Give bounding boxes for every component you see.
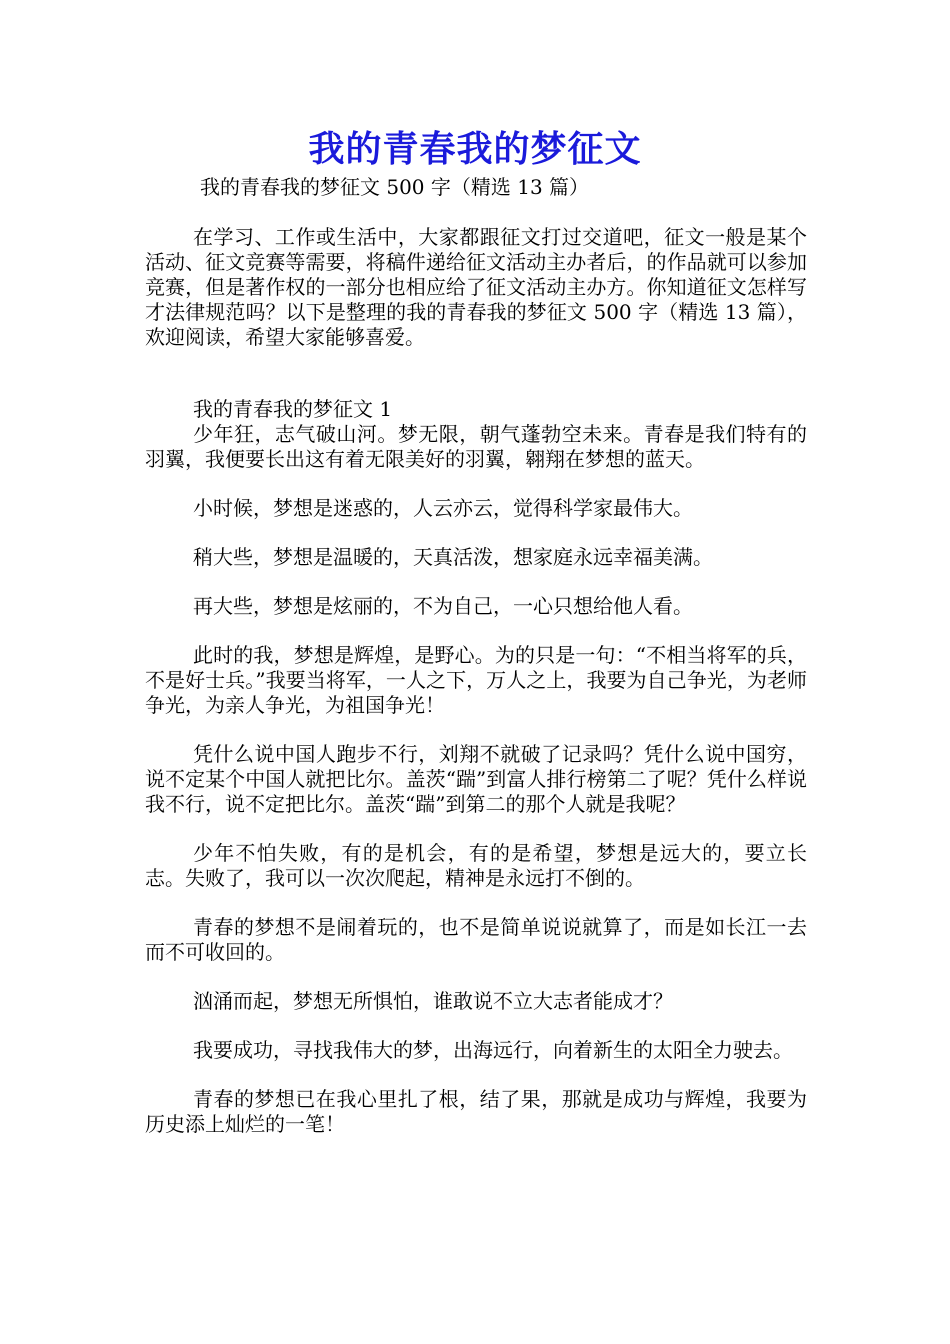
section-heading: 我的青春我的梦征文 1 — [193, 397, 393, 421]
body-paragraph: 青春的梦想已在我心里扎了根，结了果，那就是成功与辉煌，我要为历史添上灿烂的一笔！ — [145, 1087, 807, 1136]
body-paragraph: 少年不怕失败，有的是机会，有的是希望，梦想是远大的，要立长志。失败了，我可以一次次爬起，精神是永远打不倒的。 — [145, 841, 807, 890]
body-paragraph: 此时的我，梦想是辉煌，是野心。为的只是一句：“不相当将军的兵，不是好士兵。”我要当将军，一人之下，万人之上，我要为自己争光，为老师争光，为亲人争光，为祖国争光！ — [145, 643, 807, 717]
body-paragraph: 小时候，梦想是迷惑的，人云亦云，觉得科学家最伟大。 — [193, 496, 693, 520]
document-subtitle: 我的青春我的梦征文 500 字（精选 13 篇） — [200, 175, 590, 199]
body-paragraph: 凭什么说中国人跑步不行，刘翔不就破了记录吗？凭什么说中国穷，说不定某个中国人就把比尔。盖茨“踹”到富人排行榜第二了呢？凭什么样说我不行，说不定把比尔。盖茨“踹”到第二的那个人就是我呢？ — [145, 742, 807, 816]
document-title: 我的青春我的梦征文 — [308, 129, 642, 170]
body-paragraph: 稍大些，梦想是温暖的，天真活泼，想家庭永远幸福美满。 — [193, 545, 713, 569]
body-paragraph: 汹涌而起，梦想无所惧怕，谁敢说不立大志者能成才？ — [193, 989, 673, 1013]
body-paragraph: 再大些，梦想是炫丽的，不为自己，一心只想给他人看。 — [193, 594, 693, 618]
body-paragraph: 我要成功，寻找我伟大的梦，出海远行，向着新生的太阳全力驶去。 — [193, 1038, 793, 1062]
document-body — [145, 225, 807, 1161]
body-paragraph: 青春的梦想不是闹着玩的，也不是简单说说就算了，而是如长江一去而不可收回的。 — [145, 915, 807, 964]
intro-paragraph: 在学习、工作或生活中，大家都跟征文打过交道吧，征文一般是某个活动、征文竞赛等需要，将稿件递给征文活动主办者后，的作品就可以参加竞赛，但是著作权的一部分也相应给了征文活动主办方。你知道征文怎样写才法律规范吗？以下是整理的我的青春我的梦征文 500 字（精选 13 篇），欢迎阅读，希望大家能够喜爱。 — [145, 225, 807, 349]
body-paragraph: 少年狂，志气破山河。梦无限，朝气蓬勃空未来。青春是我们特有的羽翼，我便要长出这有着无限美好的羽翼，翱翔在梦想的蓝天。 — [145, 422, 807, 471]
